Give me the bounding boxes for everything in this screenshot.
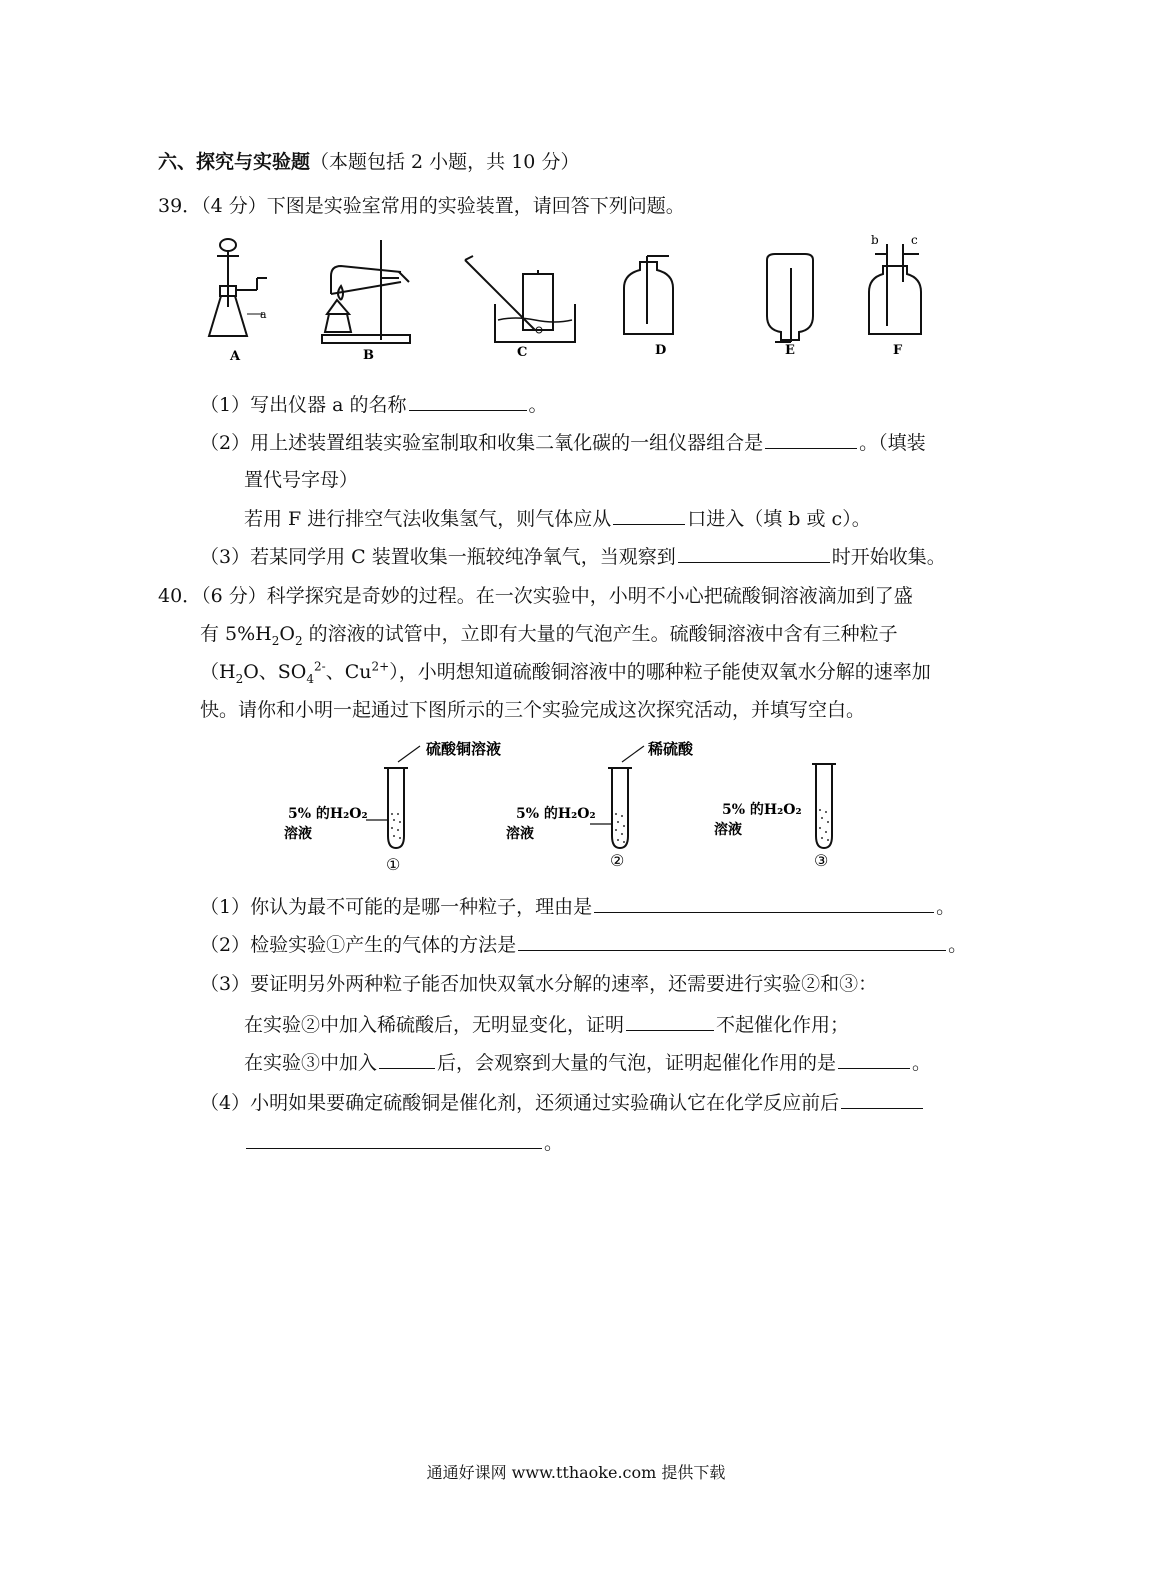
q40-line3-b: O、SO	[243, 661, 307, 683]
q39-part2-text: （2）用上述装置组装实验室制取和收集二氧化碳的一组仪器组合是	[200, 432, 764, 454]
q40-part2-blank[interactable]	[518, 930, 946, 951]
apparatus-f-two-tube-bottle	[869, 244, 921, 334]
apparatus-label-d: D	[655, 343, 667, 358]
q39-part1-blank[interactable]	[409, 390, 527, 411]
page-footer: 通通好课网 www.tthaoke.com 提供下载	[426, 1463, 726, 1482]
section-heading	[158, 148, 579, 176]
q40-part3-line2-text: 在实验②中加入稀硫酸后，无明显变化，证明	[244, 1014, 625, 1036]
q40-part4-line1	[200, 1088, 925, 1117]
tube1-top-label: 硫酸铜溶液	[426, 740, 502, 758]
q40-line3-sup2: 2+	[371, 659, 390, 674]
tube2-side-label-1: 5% 的H₂O₂	[516, 806, 596, 822]
q40-line3-c: 、Cu	[325, 661, 372, 683]
q40-part3-line3-c: 。	[912, 1052, 932, 1074]
tube2-top-label: 稀硫酸	[648, 740, 694, 758]
q39-part2-port-blank[interactable]	[613, 504, 685, 525]
tube3-side-label-2: 溶液	[714, 822, 742, 838]
section-title: 六、探究与实验题	[158, 151, 311, 173]
q40-part2-end: 。	[948, 934, 968, 956]
q39-part2-line3	[244, 504, 871, 533]
tube1-side-label-1: 5% 的H₂O₂	[288, 806, 368, 822]
apparatus-e-inverted-bottle	[767, 254, 813, 342]
q40-part3-line3-a: 在实验③中加入	[244, 1052, 378, 1074]
q40-line3-sub2: 4	[306, 671, 315, 686]
q40-part3-line3-b: 后，会观察到大量的气泡，证明起催化作用的是	[437, 1052, 837, 1074]
q40-part4-blank-1[interactable]	[841, 1088, 923, 1109]
apparatus-label-a: A	[230, 349, 241, 364]
q40-line2-sub: 2	[271, 633, 280, 648]
q40-part3-reagent-blank[interactable]	[379, 1048, 435, 1069]
q40-line2	[200, 620, 898, 648]
q40-test-tubes-figure	[280, 740, 860, 875]
q40-part3-line3	[244, 1048, 931, 1077]
q40-part3-line1: （3）要证明另外两种粒子能否加快双氧水分解的速率，还需要进行实验②和③：	[200, 973, 878, 995]
q40-part4-text: （4）小明如果要确定硫酸铜是催化剂，还须通过实验确认它在化学反应前后	[200, 1092, 840, 1114]
q40-line3-sub1: 2	[235, 671, 244, 686]
q40-part3-line2	[244, 1010, 849, 1039]
apparatus-label-b: B	[363, 348, 374, 363]
tube2-side-label-2: 溶液	[506, 826, 534, 842]
q39-part1-text: （1）写出仪器 a 的名称	[200, 394, 407, 416]
q39-part3	[200, 542, 946, 571]
q40-part1	[200, 892, 955, 921]
q39-part3-end: 时开始收集。	[831, 546, 946, 568]
q40-part4-blank-2[interactable]	[246, 1128, 542, 1149]
q40-part3-ion-blank[interactable]	[626, 1010, 714, 1031]
q40-part2-text: （2）检验实验①产生的气体的方法是	[200, 934, 517, 956]
q39-part3-text: （3）若某同学用 C 装置收集一瓶较纯净氧气，当观察到	[200, 546, 676, 568]
q40-part4-line2	[244, 1128, 563, 1157]
q40-part3-line2-end: 不起催化作用；	[716, 1014, 850, 1036]
section-note: （本题包括 2 小题，共 10 分）	[310, 151, 580, 173]
q39-part1	[200, 390, 548, 419]
q40-part2	[200, 930, 967, 959]
q40-line3-sup1: 2-	[314, 659, 326, 674]
q40-line2-c: 的溶液的试管中，立即有大量的气泡产生。硫酸铜溶液中含有三种粒子	[302, 623, 898, 645]
apparatus-a-part-label: a	[260, 308, 267, 321]
tube2-number: ②	[610, 851, 625, 870]
apparatus-d-bottle	[624, 256, 673, 334]
apparatus-b-heating	[322, 240, 410, 343]
apparatus-label-f: F	[893, 343, 903, 358]
q40-line3	[200, 658, 931, 686]
q40-line3-a: （H	[200, 661, 236, 683]
q40-line4: 快。请你和小明一起通过下图所示的三个实验完成这次探究活动，并填写空白。	[200, 699, 866, 721]
q39-apparatus-figure	[195, 232, 955, 367]
tube1-number: ①	[386, 855, 401, 874]
q39-part2-end: 。（填装	[859, 432, 926, 454]
q39-part2-line1	[200, 428, 926, 457]
tube3-side-label-1: 5% 的H₂O₂	[722, 802, 802, 818]
q40-part3-catalyst-blank[interactable]	[838, 1048, 910, 1069]
q40-line2-b: O	[279, 623, 295, 645]
apparatus-a-flask	[209, 239, 267, 336]
tube3-number: ③	[814, 851, 829, 870]
q39-stem: 39．（4 分）下图是实验室常用的实验装置，请回答下列问题。	[158, 195, 685, 217]
q40-line2-a: 有 5%H	[200, 623, 272, 645]
q39-part2-hydrogen-text: 若用 F 进行排空气法收集氢气，则气体应从	[244, 508, 612, 530]
apparatus-label-e: E	[785, 343, 795, 358]
q40-line3-d: ），小明想知道硫酸铜溶液中的哪种粒子能使双氧水分解的速率加	[389, 661, 931, 683]
q40-line2-sub2: 2	[294, 633, 303, 648]
q39-part2-blank[interactable]	[765, 428, 857, 449]
q39-part1-end: 。	[528, 394, 548, 416]
apparatus-f-port-c: c	[911, 233, 918, 247]
q40-part1-blank[interactable]	[594, 892, 934, 913]
q40-line1: 40．（6 分）科学探究是奇妙的过程。在一次实验中，小明不小心把硫酸铜溶液滴加到了盛	[158, 585, 913, 607]
apparatus-label-c: C	[517, 345, 528, 360]
q40-part1-text: （1）你认为最不可能的是哪一种粒子，理由是	[200, 896, 593, 918]
apparatus-f-port-b: b	[871, 233, 879, 247]
q40-part1-end: 。	[936, 896, 956, 918]
tube1-side-label-2: 溶液	[284, 826, 312, 842]
q40-part4-end: 。	[544, 1132, 564, 1154]
q39-part2-line2: 置代号字母）	[244, 469, 359, 491]
apparatus-c-water-trough	[465, 256, 575, 342]
q39-part3-blank[interactable]	[678, 542, 830, 563]
q39-part2-hydrogen-end: 口进入（填 b 或 c）。	[687, 508, 871, 530]
